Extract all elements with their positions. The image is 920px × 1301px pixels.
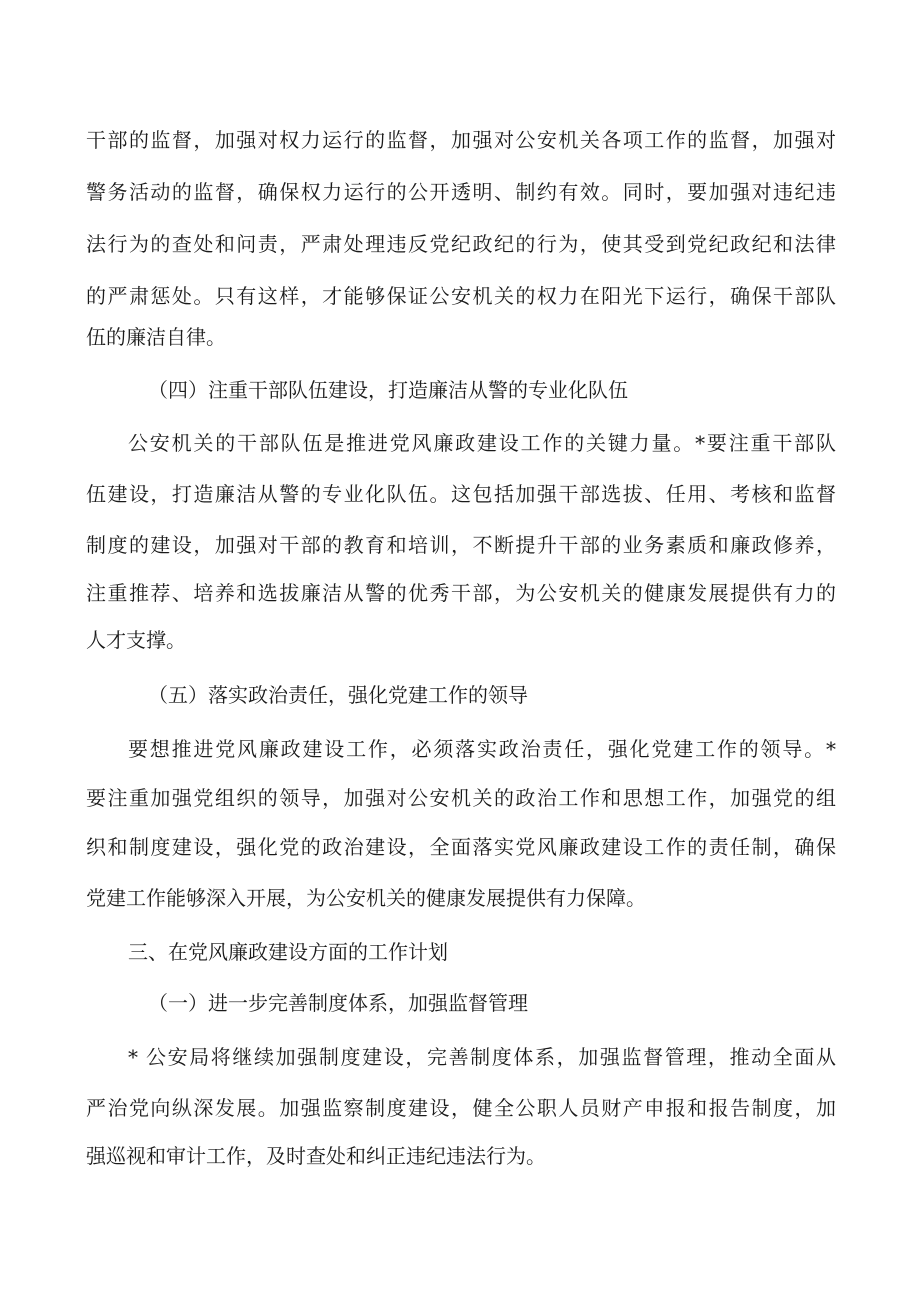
paragraph-line: 党建工作能够深入开展，为公安机关的健康发展提供有力保障。 [86, 886, 646, 910]
paragraph-line: 警务活动的监督，确保权力运行的公开透明、制约有效。同时，要加强对违纪违 [86, 180, 836, 204]
paragraph-line: 伍建设，打造廉洁从警的专业化队伍。这包括加强干部选拔、任用、考核和监督 [86, 482, 836, 506]
paragraph-line: * 公安局将继续加强制度建设，完善制度体系，加强监督管理，推动全面从 [128, 1045, 836, 1069]
paragraph-line: 法行为的查处和问责，严肃处理违反党纪政纪的行为，使其受到党纪政纪和法律 [86, 232, 836, 256]
paragraph-line: 公安机关的干部队伍是推进党风廉政建设工作的关键力量。*要注重干部队 [128, 431, 836, 455]
paragraph-line: 干部的监督，加强对权力运行的监督，加强对公安机关各项工作的监督，加强对 [86, 128, 836, 152]
paragraph-line: 要注重加强党组织的领导，加强对公安机关的政治工作和思想工作，加强党的组 [86, 786, 836, 810]
paragraph-line: 要想推进党风廉政建设工作，必须落实政治责任，强化党建工作的领导。* [128, 737, 836, 761]
section-heading-3: 三、在党风廉政建设方面的工作计划 [128, 940, 448, 964]
subheading-1: （一）进一步完善制度体系，加强监督管理 [148, 991, 528, 1015]
paragraph-line: 人才支撑。 [86, 628, 186, 652]
subheading-5: （五）落实政治责任，强化党建工作的领导 [148, 683, 528, 707]
paragraph-line: 制度的建设，加强对干部的教育和培训，不断提升干部的业务素质和廉政修养， [86, 533, 836, 557]
subheading-4: （四）注重干部队伍建设，打造廉洁从警的专业化队伍 [148, 378, 628, 402]
paragraph-line: 强巡视和审计工作，及时查处和纠正违纪违法行为。 [86, 1144, 546, 1168]
paragraph-line: 伍的廉洁自律。 [86, 325, 226, 349]
paragraph-line: 严治党向纵深发展。加强监察制度建设，健全公职人员财产申报和报告制度，加 [86, 1096, 836, 1120]
paragraph-line: 的严肃惩处。只有这样，才能够保证公安机关的权力在阳光下运行，确保干部队 [86, 284, 836, 308]
paragraph-line: 注重推荐、培养和选拔廉洁从警的优秀干部，为公安机关的健康发展提供有力的 [86, 581, 836, 605]
paragraph-line: 织和制度建设，强化党的政治建设，全面落实党风廉政建设工作的责任制，确保 [86, 835, 836, 859]
